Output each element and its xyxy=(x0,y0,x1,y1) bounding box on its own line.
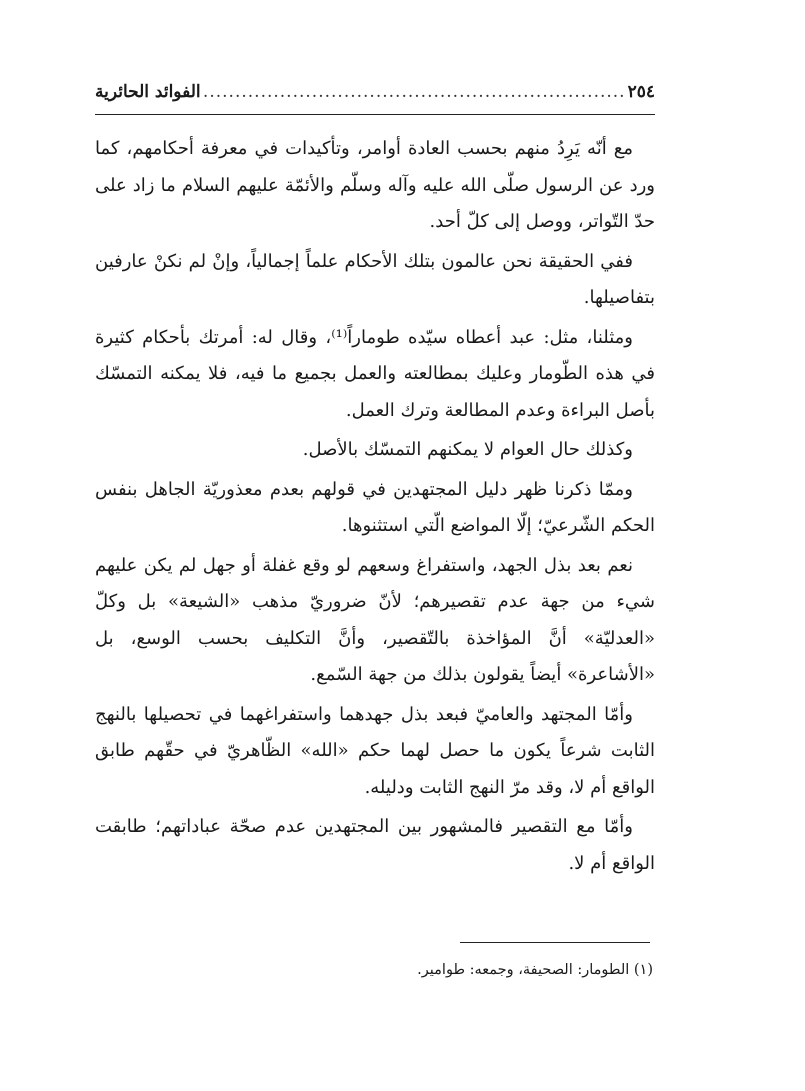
paragraph: ومثلنا، مثل: عبد أعطاه سيّده طوماراً⁽¹⁾، وقال له: أمرتك بأحكام كثيرة في هذه الطّومار وعليك بمطالعته والعمل بجميع ما فيه، فلا يمكنه التمسّك بأصل البراءة وعدم المطالعة وترك العمل. xyxy=(95,326,655,421)
body-text xyxy=(95,131,655,882)
paragraph: نعم بعد بذل الجهد، واستفراغ وسعهم لو وقع غفلة أو جهل لم يكن عليهم شيء من جهة عدم تقصيرهم؛ لأنّ ضروريّ مذهب «الشيعة» بل وكلّ «العدليّة» أنَّ المؤاخذة بالتّقصير، وأنَّ التكليف بحسب الوسع، بل «الأشاعرة» أيضاً يقولون بذلك من جهة السّمع. xyxy=(95,554,655,685)
footnote: (١) الطومار: الصحيفة، وجمعه: طوامير. xyxy=(417,962,653,978)
header-rule xyxy=(95,114,655,115)
page-header xyxy=(95,82,655,112)
paragraph: وأمّا المجتهد والعاميّ فبعد بذل جهدهما واستفراغهما في تحصيلها بالنهج الثابت شرعاً يكون ما حصل لهما حكم «الله» الظّاهريّ في حقّهم طابق الواقع أم لا، وقد مرّ النهج الثابت ودليله. xyxy=(95,703,655,798)
paragraph: وأمّا مع التقصير فالمشهور بين المجتهدين عدم صحّة عباداتهم؛ طابقت الواقع أم لا. xyxy=(95,816,655,874)
running-title: الفوائد الحائرية xyxy=(95,82,201,102)
paragraph: مع أنّه يَرِدُ منهم بحسب العادة أوامر، وتأكيدات في معرفة أحكامهم، كما ورد عن الرسول صلّى الله عليه وآله وسلّم والأئمّة عليهم السلام ما زاد على حدّ التّواتر، ووصل إلى كلّ أحد. xyxy=(95,138,655,232)
paragraph: وكذلك حال العوام لا يمكنهم التمسّك بالأصل. xyxy=(302,439,633,460)
header-dot-leader xyxy=(201,82,628,102)
book-page xyxy=(95,82,655,885)
footnote-rule xyxy=(460,942,650,943)
paragraph: وممّا ذكرنا ظهر دليل المجتهدين في قولهم بعدم معذوريّة الجاهل بنفس الحكم الشّرعيّ؛ إلّا المواضع الّتي استثنوها. xyxy=(95,478,655,536)
paragraph: ففي الحقيقة نحن عالمون بتلك الأحكام علماً إجمالياً، وإنْ لم نكنْ عارفين بتفاصيلها. xyxy=(95,250,655,308)
page-number: ٢٥٤ xyxy=(627,82,655,102)
